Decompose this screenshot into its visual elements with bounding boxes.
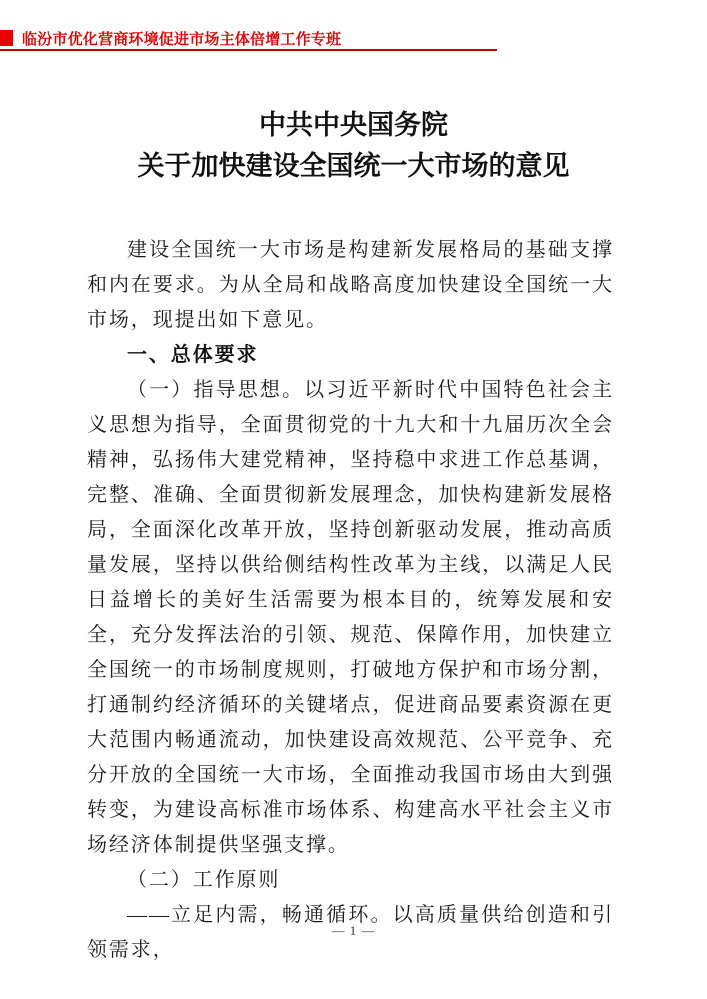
paragraph-guiding-ideology: （一）指导思想。以习近平新时代中国特色社会主义思想为指导，全面贯彻党的十九大和十九届历次全会精神，弘扬伟大建党精神，坚持稳中求进工作总基调，完整、准确、全面贯彻新发展理念，加快构建新发展格局，全面深化改革开放，坚持创新驱动发展，推动高质量发展，坚持以供给侧结构性改革为主线，以满足人民日益增长的美好生活需要为根本目的，统筹发展和安全，充分发挥法治的引领、规范、保障作用，加快建立全国统一的市场制度规则，打破地方保护和市场分割，打通制约经济循环的关键堵点，促进商品要素资源在更大范围内畅通流动，加快建设高效规范、公平竞争、充分开放的全国统一大市场，全面推动我国市场由大到强转变，为建设高标准市场体系、构建高水平社会主义市场经济体制提供坚强支撑。 (87, 379, 614, 856)
paragraph-work-principles: （二）工作原则 (127, 869, 281, 891)
site-banner-title: 临汾市优化营商环境促进市场主体倍增工作专班 (22, 30, 342, 48)
page-number: — 1 — (331, 923, 376, 938)
document-body (87, 233, 614, 968)
document-title-line1: 中共中央国务院 (259, 110, 448, 140)
paragraph-intro: 建设全国统一大市场是构建新发展格局的基础支撑和内在要求。为从全局和战略高度加快建设全国统一大市场，现提出如下意见。 (87, 239, 614, 331)
paragraph-domestic-demand: ——立足内需，畅通循环。以高质量供给创造和引领需求， (87, 904, 614, 961)
section-heading-overall-requirements: 一、总体要求 (127, 344, 259, 366)
site-banner (0, 29, 341, 47)
document-title (0, 105, 707, 187)
red-square-icon (0, 30, 13, 46)
document-title-line2: 关于加快建设全国统一大市场的意见 (137, 151, 570, 181)
banner-divider (0, 49, 497, 51)
